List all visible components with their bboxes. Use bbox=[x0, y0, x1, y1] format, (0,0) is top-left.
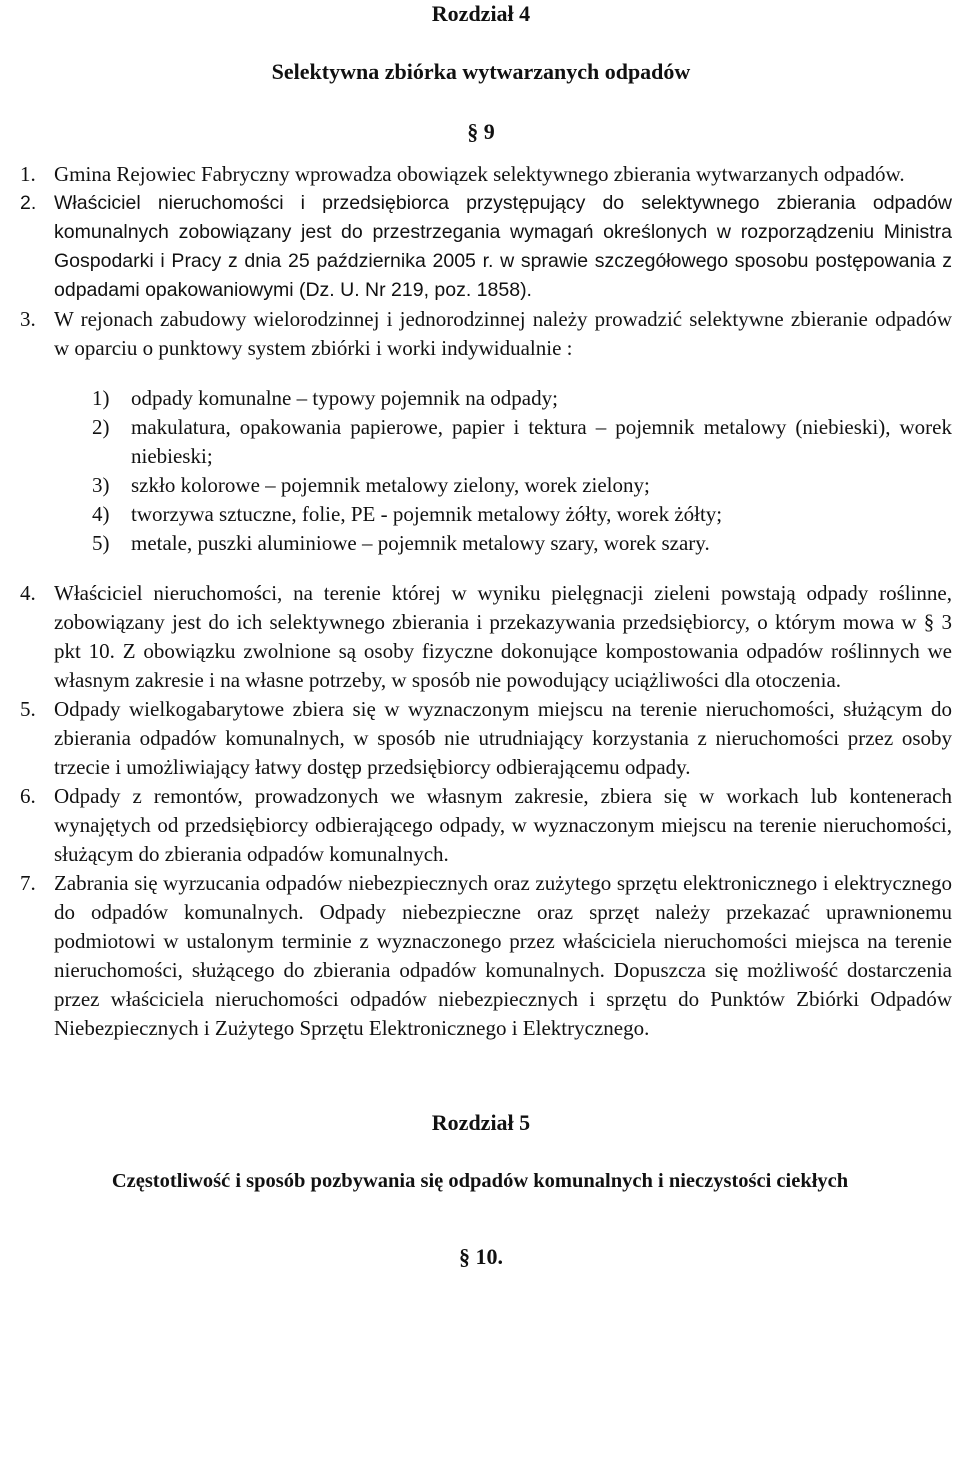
sublist-item-2 bbox=[10, 413, 952, 471]
list-item-text: Odpady z remontów, prowadzonych we własnym zakresie, zbiera się w workach lub kontenerach wynajętych od przedsiębiorcy odbierającego odpady, w wyznaczonym miejscu na terenie nieruchomości, służącym do zbierania odpadów komunalnych. bbox=[54, 784, 952, 866]
list-item-7 bbox=[10, 869, 952, 1043]
list-item-number: 2. bbox=[20, 192, 37, 214]
chapter-4-list-continued bbox=[10, 579, 952, 1043]
sublist-item-4 bbox=[10, 500, 952, 529]
list-item-text: Odpady wielkogabarytowe zbiera się w wyznaczonym miejscu na terenie nieruchomości, służącym do zbierania odpadów komunalnych, w sposób nie utrudniający korzystania z nieruchomości przez osoby trzecie i umożliwiający łatwy dostęp przedsiębiorcy odbierającemu odpady. bbox=[54, 697, 952, 779]
sublist-item-number: 5) bbox=[92, 531, 110, 555]
list-item-number: 1. bbox=[20, 162, 36, 186]
sublist-item-text: szkło kolorowe – pojemnik metalowy zielony, worek zielony; bbox=[131, 473, 650, 497]
list-item-1 bbox=[10, 160, 952, 189]
container-sublist bbox=[10, 384, 952, 558]
sublist-item-number: 3) bbox=[92, 473, 110, 497]
sublist-item-text: odpady komunalne – typowy pojemnik na odpady; bbox=[131, 386, 558, 410]
list-item-2 bbox=[10, 189, 952, 305]
section-10-heading: § 10. bbox=[459, 1244, 503, 1269]
list-item-text: W rejonach zabudowy wielorodzinnej i jednorodzinnej należy prowadzić selektywne zbieranie odpadów w oparciu o punktowy system zbiórki i worki indywidualnie : bbox=[54, 307, 952, 360]
list-item-text: Właściciel nieruchomości, na terenie której w wyniku pielęgnacji zieleni powstają odpady roślinne, zobowiązany jest do ich selektywnego zbierania i przekazywania przedsiębiorcy, o którym mowa w § 3 pkt 10. Z obowiązku zwolnione są osoby fizyczne dokonujące kompostowania odpadów roślinnych we własnym zakresie i na własne potrzeby, w sposób nie powodujący uciążliwości dla otoczenia. bbox=[54, 581, 952, 692]
list-item-number: 4. bbox=[20, 581, 36, 605]
list-item-4 bbox=[10, 579, 952, 695]
section-9-heading: § 9 bbox=[467, 119, 495, 144]
list-item-text: Gmina Rejowiec Fabryczny wprowadza obowiązek selektywnego zbierania wytwarzanych odpadów. bbox=[54, 162, 905, 186]
list-item-number: 6. bbox=[20, 784, 36, 808]
list-item-5 bbox=[10, 695, 952, 782]
sublist-item-5 bbox=[10, 529, 952, 558]
sublist-item-3 bbox=[10, 471, 952, 500]
list-item-number: 7. bbox=[20, 871, 36, 895]
sublist-item-text: metale, puszki aluminiowe – pojemnik metalowy szary, worek szary. bbox=[131, 531, 710, 555]
list-item-number: 5. bbox=[20, 697, 36, 721]
sublist-item-number: 2) bbox=[92, 415, 110, 439]
chapter-4-list bbox=[10, 160, 952, 363]
chapter-5-subtitle: Częstotliwość i sposób pozbywania się odpadów komunalnych i nieczystości ciekłych bbox=[111, 1170, 849, 1192]
sublist-item-text: tworzywa sztuczne, folie, PE - pojemnik metalowy żółty, worek żółty; bbox=[131, 502, 723, 526]
chapter-5-title: Rozdział 5 bbox=[431, 1110, 531, 1135]
chapter-4-subtitle: Selektywna zbiórka wytwarzanych odpadów bbox=[271, 59, 691, 84]
list-item-text: Zabrania się wyrzucania odpadów niebezpiecznych oraz zużytego sprzętu elektronicznego i elektrycznego do odpadów komunalnych. Odpady niebezpieczne oraz sprzęt należy przekazać uprawnionemu podmiotowi w ustalonym terminie z wyznaczonego przez właściciela nieruchomości miejsca na terenie nieruchomości, służącego do zbierania odpadów komunalnych. Dopuszcza się możliwość dostarczenia przez właściciela nieruchomości odpadów niebezpiecznych i sprzętu do Punktów Zbiórki Odpadów Niebezpiecznych i Zużytego Sprzętu Elektronicznego i Elektrycznego. bbox=[54, 871, 952, 1040]
sublist-item-1 bbox=[10, 384, 952, 413]
chapter-4-title: Rozdział 4 bbox=[431, 1, 531, 26]
sublist-item-number: 4) bbox=[92, 502, 110, 526]
list-item-text: Właściciel nieruchomości i przedsiębiorca przystępujący do selektywnego zbierania odpadów komunalnych zobowiązany jest do przestrzegania wymagań określonych w rozporządzeniu Ministra Gospodarki i Pracy z dnia 25 października 2005 r. w sprawie szczegółowego sposobu postępowania z odpadami opakowaniowymi (Dz. U. Nr 219, poz. 1858). bbox=[54, 192, 952, 301]
list-item-3 bbox=[10, 305, 952, 363]
list-item-number: 3. bbox=[20, 307, 36, 331]
list-item-6 bbox=[10, 782, 952, 869]
sublist-item-text: makulatura, opakowania papierowe, papier i tektura – pojemnik metalowy (niebieski), worek niebieski; bbox=[131, 415, 952, 468]
sublist-item-number: 1) bbox=[92, 386, 110, 410]
